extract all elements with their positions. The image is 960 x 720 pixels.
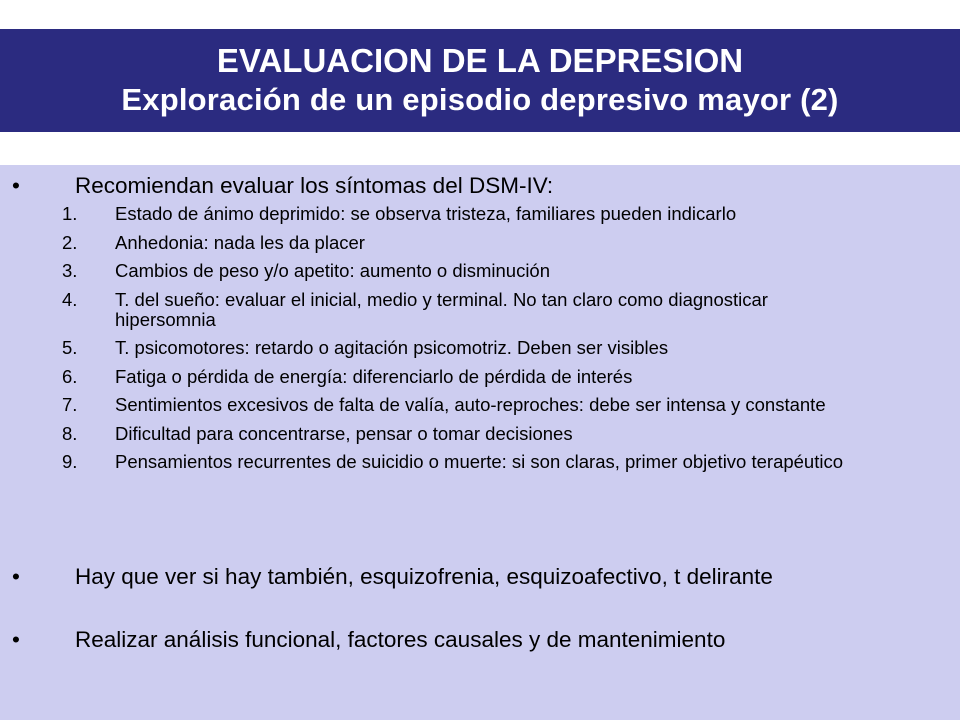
list-item xyxy=(0,424,960,444)
list-item xyxy=(0,204,960,224)
item-text: Dificultad para concentrarse, pensar o tomar decisiones xyxy=(115,422,573,444)
differential-text: Hay que ver si hay también, esquizofrenia, esquizoafectivo, t delirante xyxy=(75,564,773,589)
bullet-glyph: • xyxy=(12,173,20,198)
item-text: Sentimientos excesivos de falta de valía, auto-reproches: debe ser intensa y constante xyxy=(115,394,826,415)
list-item xyxy=(0,233,960,253)
content-panel xyxy=(0,165,960,720)
item-text: Cambios de peso y/o apetito: aumento o disminución xyxy=(115,260,551,281)
item-number: 6. xyxy=(62,365,78,387)
slide-subtitle: Exploración de un episodio depresivo mayor (2) xyxy=(121,81,839,117)
analysis-text: Realizar análisis funcional, factores causales y de mantenimiento xyxy=(75,627,726,652)
title-band xyxy=(0,29,960,132)
item-text: T. del sueño: evaluar el inicial, medio y terminal. No tan claro como diagnosticar hipersomnia xyxy=(115,288,768,330)
item-text: Estado de ánimo deprimido: se observa tristeza, familiares pueden indicarlo xyxy=(115,203,737,224)
list-item xyxy=(0,290,960,330)
intro-text: Recomiendan evaluar los síntomas del DSM-IV: xyxy=(75,173,554,198)
list-item xyxy=(0,395,960,415)
item-text: Fatiga o pérdida de energía: diferenciarlo de pérdida de interés xyxy=(115,365,633,387)
bullet-glyph: • xyxy=(12,564,20,589)
slide-title: EVALUACION DE LA DEPRESION xyxy=(216,41,744,79)
bullet-glyph: • xyxy=(12,627,20,652)
item-text: T. psicomotores: retardo o agitación psicomotriz. Deben ser visibles xyxy=(115,337,669,358)
item-text: Anhedonia: nada les da placer xyxy=(115,231,365,253)
symptom-list xyxy=(0,204,960,481)
item-number: 4. xyxy=(62,288,78,310)
list-item xyxy=(0,367,960,387)
item-number: 7. xyxy=(62,394,78,415)
list-item xyxy=(0,261,960,281)
list-item xyxy=(0,338,960,358)
item-number: 1. xyxy=(62,203,78,224)
list-item xyxy=(0,452,960,472)
item-number: 2. xyxy=(62,231,78,253)
item-number: 9. xyxy=(62,451,78,472)
item-number: 5. xyxy=(62,337,78,358)
item-text: Pensamientos recurrentes de suicidio o muerte: si son claras, primer objetivo terapéutico xyxy=(115,451,844,472)
item-number: 8. xyxy=(62,422,78,444)
item-number: 3. xyxy=(62,260,78,281)
